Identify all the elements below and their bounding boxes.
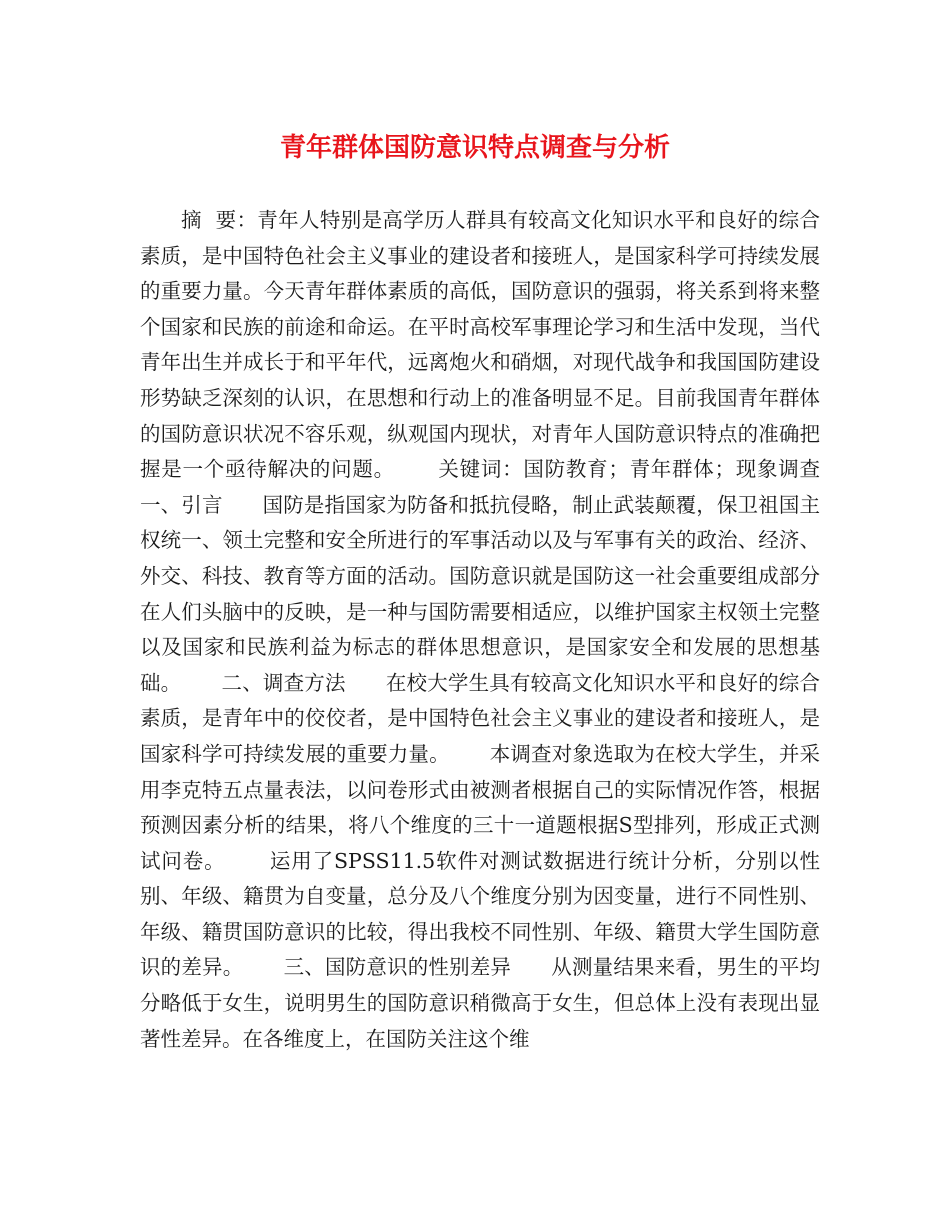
document-body: 摘 要：青年人特别是高学历人群具有较高文化知识水平和良好的综合素质，是中国特色社会主义事业的建设者和接班人，是国家科学可持续发展的重要力量。今天青年群体素质的高低，国防意识的强弱，将关系到将来整个国家和民族的前途和命运。在平时高校军事理论学习和生活中发现，当代青年出生并成长于和平年代，远离炮火和硝烟，对现代战争和我国国防建设形势缺乏深刻的认识，在思想和行动上的准备明显不足。目前我国青年群体的国防意识状况不容乐观，纵观国内现状，对青年人国防意识特点的准确把握是一个亟待解决的问题。 关键词：国防教育；青年群体；现象调查 一、引言 国防是指国家为防备和抵抗侵略，制止武装颠覆，保卫祖国主权统一、领土完整和安全所进行的军事活动以及与军事有关的政治、经济、外交、科技、教育等方面的活动。国防意识就是国防这一社会重要组成部分在人们头脑中的反映，是一种与国防需要相适应，以维护国家主权领土完整以及国家和民族利益为标志的群体思想意识，是国家安全和发展的思想基础。 二、调查方法 在校大学生具有较高文化知识水平和良好的综合素质，是青年中的佼佼者，是中国特色社会主义事业的建设者和接班人，是国家科学可持续发展的重要力量。 本调查对象选取为在校大学生，并采用李克特五点量表法，以问卷形式由被测者根据自己的实际情况作答，根据预测因素分析的结果，将八个维度的三十一道题根据S型排列，形成正式测试问卷。 运用了SPSS11.5软件对测试数据进行统计分析，分别以性别、年级、籍贯为自变量，总分及八个维度分别为因变量，进行不同性别、年级、籍贯国防意识的比较，得出我校不同性别、年级、籍贯大学生国防意识的差异。 三、国防意识的性别差异 从测量结果来看，男生的平均分略低于女生，说明男生的国防意识稍微高于女生，但总体上没有表现出显著性差异。在各维度上，在国防关注这个维 [140, 208, 860, 1051]
document-title: 青年群体国防意识特点调查与分析 [279, 133, 670, 163]
